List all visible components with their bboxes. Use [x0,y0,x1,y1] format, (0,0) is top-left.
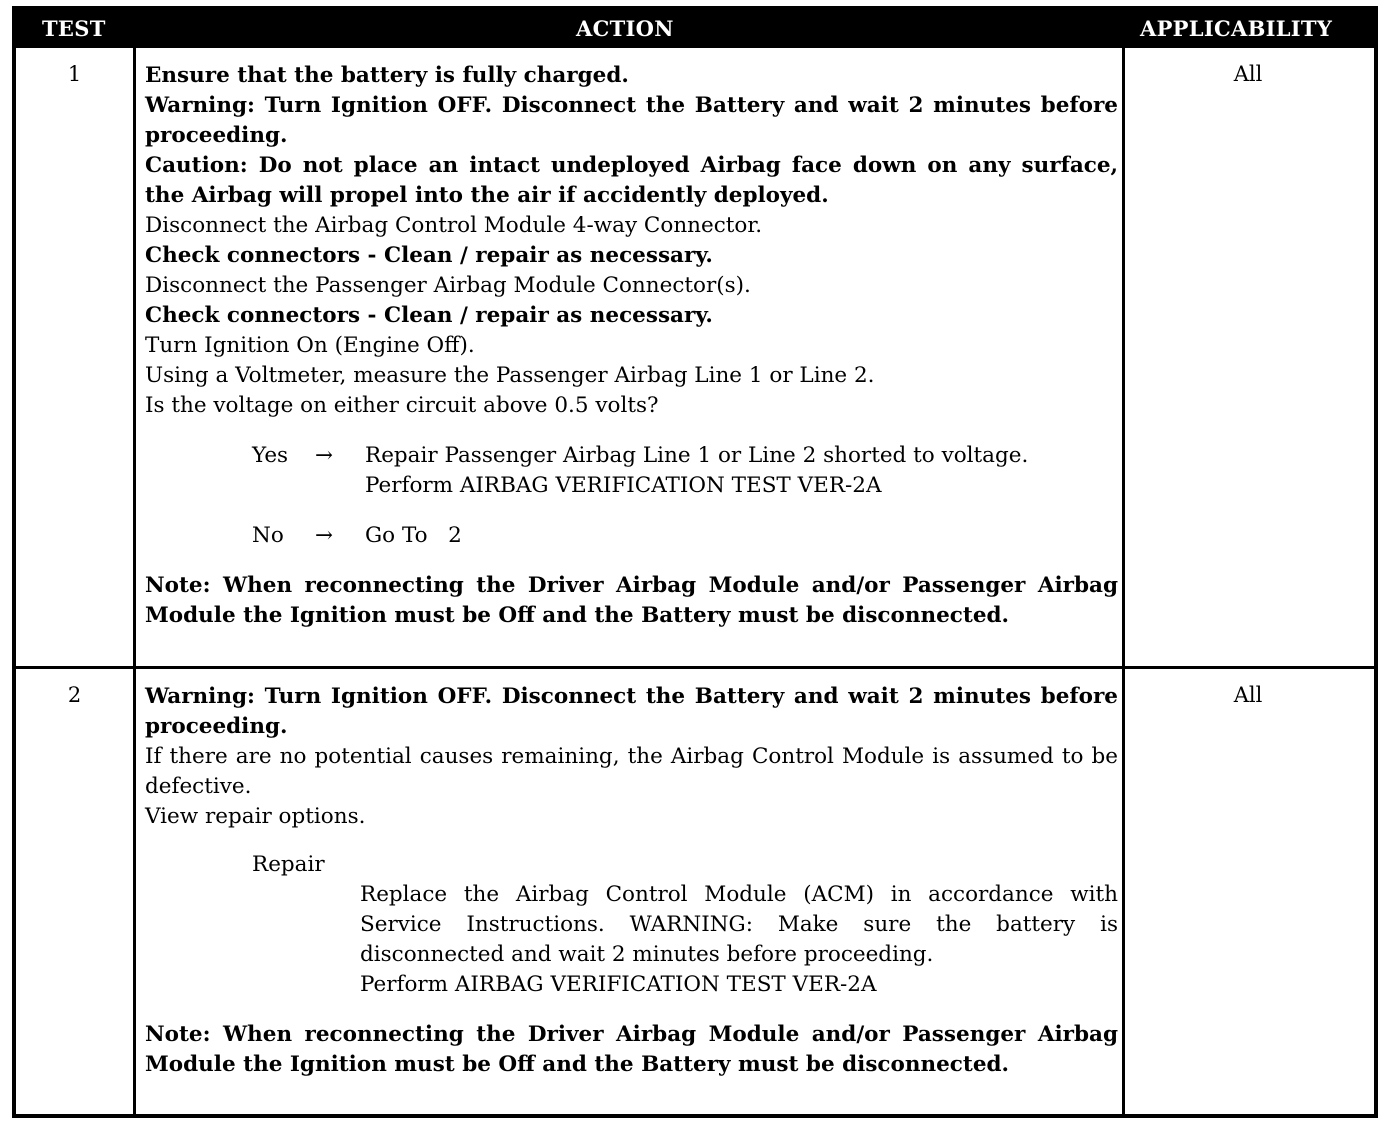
arrow-icon: → [315,523,334,548]
step-text: Using a Voltmeter, measure the Passenger Airbag Line 1 or Line 2. [145,363,875,388]
applicability-2: All [1233,683,1263,707]
yes-perform: Perform AIRBAG VERIFICATION TEST VER-2A [365,473,882,498]
repair-label: Repair [252,852,325,877]
step-text: Check connectors - Clean / repair as necessary. [145,243,713,268]
note-text: Note: When reconnecting the Driver Airbag Module and/or Passenger Airbag Module the Ignition must be Off and the Battery must be disconnected. [145,573,1118,628]
action-cell-2 [145,682,1118,1080]
repair-perform: Perform AIRBAG VERIFICATION TEST VER-2A [360,972,877,997]
no-label: No [252,523,284,548]
repair-text: Replace the Airbag Control Module (ACM) in accordance with Service Instructions. WARNING: Make sure the battery is disconnected and wait 2 minutes before proceeding. [360,882,1118,967]
yes-branch [145,441,1118,471]
note-text: Note: When reconnecting the Driver Airbag Module and/or Passenger Airbag Module the Ignition must be Off and the Battery must be disconnected. [145,1022,1118,1077]
header-applicability: APPLICABILITY [1140,16,1333,41]
yes-label: Yes [252,443,289,468]
column-divider [133,48,136,1114]
diagnostic-table [12,6,1378,1118]
header-test: TEST [42,16,106,41]
no-result: Go To 2 [365,523,462,548]
step-text: Turn Ignition On (Engine Off). [145,333,475,358]
arrow-icon: → [315,443,334,468]
yes-result: Repair Passenger Airbag Line 1 or Line 2 shorted to voltage. [365,443,1029,468]
test-number-2: 2 [67,683,82,707]
header-action: ACTION [576,16,674,41]
step-text: Disconnect the Airbag Control Module 4-way Connector. [145,213,763,238]
column-divider [1122,48,1125,1114]
warning-text: Warning: Turn Ignition OFF. Disconnect the Battery and wait 2 minutes before proceeding. [145,93,1118,148]
step-text: Disconnect the Passenger Airbag Module Connector(s). [145,273,751,298]
warning-text: Warning: Turn Ignition OFF. Disconnect the Battery and wait 2 minutes before proceeding. [145,684,1118,739]
action-cell-1 [145,61,1118,631]
applicability-1: All [1233,62,1263,86]
yes-branch-continued [145,471,1118,501]
step-text: Ensure that the battery is fully charged. [145,63,629,88]
row-divider [16,666,1374,669]
question-text: Is the voltage on either circuit above 0.5 volts? [145,393,659,418]
step-text: View repair options. [145,804,366,829]
table-header [16,10,1374,48]
no-branch [145,521,1118,551]
caution-text: Caution: Do not place an intact undeployed Airbag face down on any surface, the Airbag will propel into the air if accidently deployed. [145,153,1118,208]
step-text: Check connectors - Clean / repair as necessary. [145,303,713,328]
test-number-1: 1 [67,62,82,86]
step-text: If there are no potential causes remaining, the Airbag Control Module is assumed to be defective. [145,744,1118,799]
